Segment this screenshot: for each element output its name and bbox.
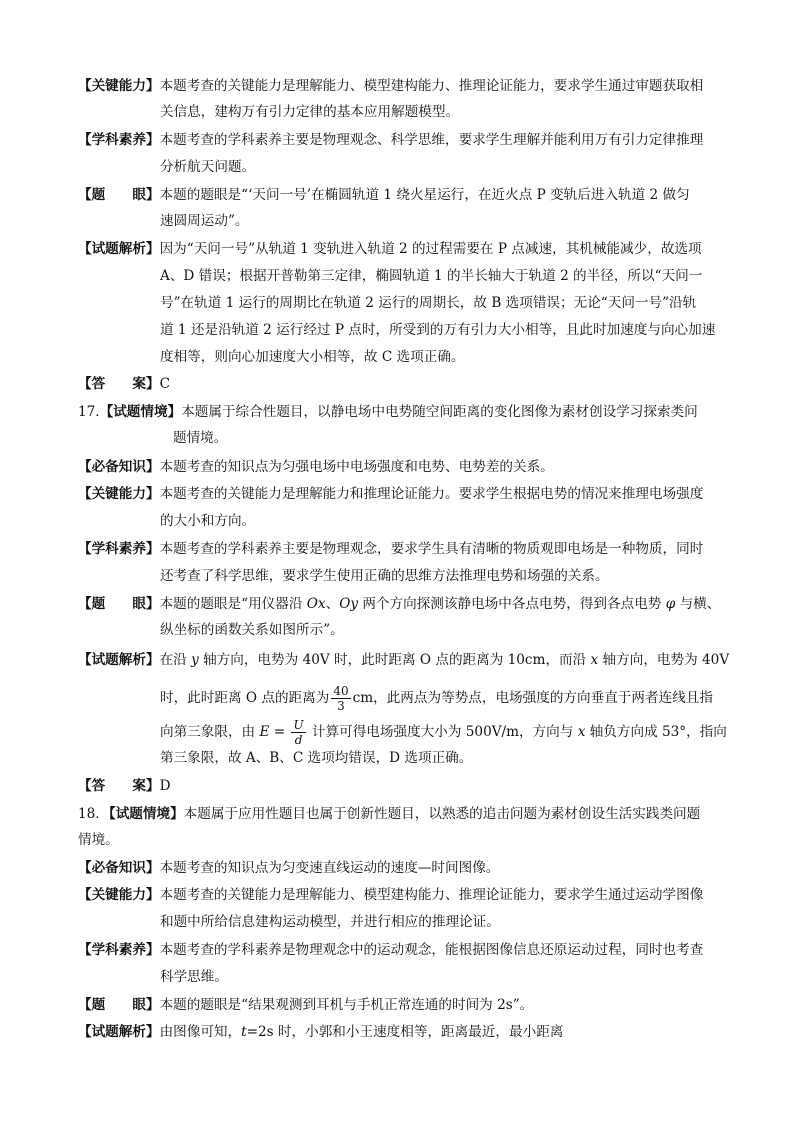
section-text: 本题考查的关键能力是理解能力和推理论证能力。要求学生根据电势的情况来推理电场强度 xyxy=(159,486,704,502)
section-label: 【必备知识】 xyxy=(78,860,160,876)
section-text: 计算可得电场强度大小为 500V/m，方向与 xyxy=(307,724,578,740)
q17-literacy-row xyxy=(78,539,703,559)
section-text: 两个方向探测该静电场中各点电势，得到各点电势 xyxy=(358,596,666,612)
section-label: 【题 眼】 xyxy=(78,596,160,612)
answer-value: C xyxy=(159,376,170,392)
section-label: 【学科素养】 xyxy=(78,132,160,148)
section-text: 本题的题眼是“结果观测到耳机与手机正常连通的时间为 2s”。 xyxy=(159,997,534,1013)
fraction xyxy=(331,684,350,713)
q18-key-ability-row xyxy=(78,885,703,905)
section-text: 轴方向，电势为 40V 时，此时距离 O 点的距离为 10cm，而沿 xyxy=(198,652,591,668)
fraction xyxy=(291,718,305,747)
math-symbol: Ox xyxy=(306,596,326,612)
section-text: 因为“天问一号”从轨道 1 变轨进入轨道 2 的过程需要在 P 点减速，其机械能减少，故选项 xyxy=(159,241,702,257)
section-text: 由图像可知， xyxy=(159,1024,242,1040)
section-text: 本题考查的知识点为匀变速直线运动的速度—时间图像。 xyxy=(159,860,500,876)
section-text: =2s 时，小郭和小王速度相等，距离最近，最小距离 xyxy=(246,1024,564,1040)
section-text: 本题考查的学科素养主要是物理观念、科学思维，要求学生理解并能利用万有引力定律推理 xyxy=(159,132,704,148)
section-label: 【题 眼】 xyxy=(78,997,160,1013)
section-text-continued: 情境。 xyxy=(78,832,119,848)
section-text-continued: 号”在轨道 1 运行的周期比在轨道 2 运行的周期长，故 B 选项错误；无论“天问一号”沿轨 xyxy=(160,295,697,311)
question-number: 18． xyxy=(78,806,109,822)
q18-literacy-row xyxy=(78,940,703,960)
section-text-continued: 科学思维。 xyxy=(160,969,228,985)
section-text: 本题属于应用性题目也属于创新性题目，以熟悉的追击问题为素材创设生活实践类问题 xyxy=(183,806,701,822)
q18-eye-row xyxy=(78,995,533,1015)
q17-answer-row xyxy=(78,776,170,796)
section-text-continued: 度相等，则向心加速度大小相等，故 C 选项正确。 xyxy=(160,349,465,365)
q18-analysis-row xyxy=(78,1022,563,1042)
math-symbol: y xyxy=(191,652,199,668)
q17-analysis-line2 xyxy=(160,683,713,713)
section-text: 本题的题眼是“用仪器沿 xyxy=(159,596,307,612)
section-text: 本题的题眼是“‘天问一号’在椭圆轨道 1 绕火星运行，在近火点 P 变轨后进入轨道 2 做匀 xyxy=(159,187,690,203)
section-label: 【学科素养】 xyxy=(78,942,160,958)
q17-knowledge-row xyxy=(78,457,554,477)
answer-row xyxy=(78,374,170,394)
math-symbol: φ xyxy=(665,596,676,612)
section-text: 时，此时距离 O 点的距离为 xyxy=(160,690,330,706)
key-ability-row xyxy=(78,76,703,96)
section-text: 本题属于综合性题目，以静电场中电势随空间距离的变化图像为素材创设学习探索类问 xyxy=(181,404,698,420)
section-label: 【关键能力】 xyxy=(78,78,160,94)
q17-eye-row xyxy=(78,594,720,614)
section-text-continued: 和题中所给信息建构运动模型，并进行相应的推理论证。 xyxy=(160,914,500,930)
section-text-continued: 第三象限，故 A、B、C 选项均错误，D 选项正确。 xyxy=(160,750,473,766)
section-text: 本题考查的关键能力是理解能力、模型建构能力、推理论证能力，要求学生通过运动学图像 xyxy=(159,887,704,903)
math-symbol: Oy xyxy=(339,596,359,612)
q18-knowledge-row xyxy=(78,858,499,878)
section-text-continued: 纵坐标的函数关系如图所示”。 xyxy=(160,622,344,638)
section-text-continued: 速圆周运动”。 xyxy=(160,213,249,229)
section-text-continued: A、D 错误；根据开普勒第三定律，椭圆轨道 1 的半长轴大于轨道 2 的半径，所以“天问一 xyxy=(160,268,703,284)
section-text: 本题考查的知识点为匀强电场中电场强度和电势、电势差的关系。 xyxy=(159,459,554,475)
q17-situation-row xyxy=(78,402,698,422)
section-text: 本题考查的学科素养是物理观念中的运动观念，能根据图像信息还原运动过程，同时也考查 xyxy=(159,942,704,958)
section-label: 【试题解析】 xyxy=(78,652,160,668)
section-text: 本题考查的关键能力是理解能力、模型建构能力、推理论证能力，要求学生通过审题获取相 xyxy=(159,78,704,94)
analysis-row xyxy=(78,239,702,259)
math-symbol: t xyxy=(241,1024,247,1040)
section-label: 【试题情境】 xyxy=(108,806,184,822)
section-text-continued: 还考查了科学思维，要求学生使用正确的思维方法推理电势和场强的关系。 xyxy=(160,568,609,584)
section-label: 【必备知识】 xyxy=(78,459,160,475)
section-text-continued: 的大小和方向。 xyxy=(160,513,256,529)
section-text: 轴方向，电势为 40V xyxy=(598,652,730,668)
fraction-denominator: d xyxy=(294,733,303,747)
q17-analysis-line3 xyxy=(160,717,727,747)
fraction-numerator: U xyxy=(293,718,304,732)
section-text: 与横、 xyxy=(675,596,721,612)
answer-value: D xyxy=(159,778,171,794)
section-text-continued: 题情境。 xyxy=(173,430,228,446)
q17-analysis-row xyxy=(78,650,729,670)
section-label: 【学科素养】 xyxy=(78,541,160,557)
section-label: 【关键能力】 xyxy=(78,887,160,903)
section-text: 在沿 xyxy=(159,652,192,668)
math-symbol: x xyxy=(590,652,599,668)
section-text-continued: 分析航天问题。 xyxy=(160,159,256,175)
q18-situation-row xyxy=(78,804,700,824)
section-text-continued: 道 1 还是沿轨道 2 运行经过 P 点时，所受到的万有引力大小相等，且此时加速度与向心加速 xyxy=(160,322,716,338)
section-label: 【题 眼】 xyxy=(78,187,160,203)
section-label: 【答 案】 xyxy=(78,778,160,794)
section-text: = xyxy=(269,724,290,740)
fraction-numerator: 40 xyxy=(333,684,349,698)
literacy-row xyxy=(78,130,703,150)
section-text: 本题考查的学科素养主要是物理观念，要求学生具有清晰的物质观即电场是一种物质，同时 xyxy=(159,541,704,557)
fraction-denominator: 3 xyxy=(337,699,345,713)
section-text: 轴负方向成 53°，指向 xyxy=(585,724,727,740)
question-number: 17. xyxy=(78,404,100,420)
math-symbol: E xyxy=(259,724,270,740)
section-label: 【试题解析】 xyxy=(78,241,160,257)
section-label: 【关键能力】 xyxy=(78,486,160,502)
section-label: 【答 案】 xyxy=(78,376,160,392)
q17-key-ability-row xyxy=(78,484,703,504)
math-symbol: x xyxy=(577,724,586,740)
section-text-continued: 关信息，建构万有引力定律的基本应用解题模型。 xyxy=(160,104,460,120)
section-text: cm，此两点为等势点，电场强度的方向垂直于两者连线且指 xyxy=(352,690,713,706)
section-label: 【试题解析】 xyxy=(78,1024,160,1040)
section-label: 【试题情境】 xyxy=(99,404,182,420)
section-text: 、 xyxy=(325,596,340,612)
section-text: 向第三象限，由 xyxy=(160,724,260,740)
eye-row xyxy=(78,185,690,205)
